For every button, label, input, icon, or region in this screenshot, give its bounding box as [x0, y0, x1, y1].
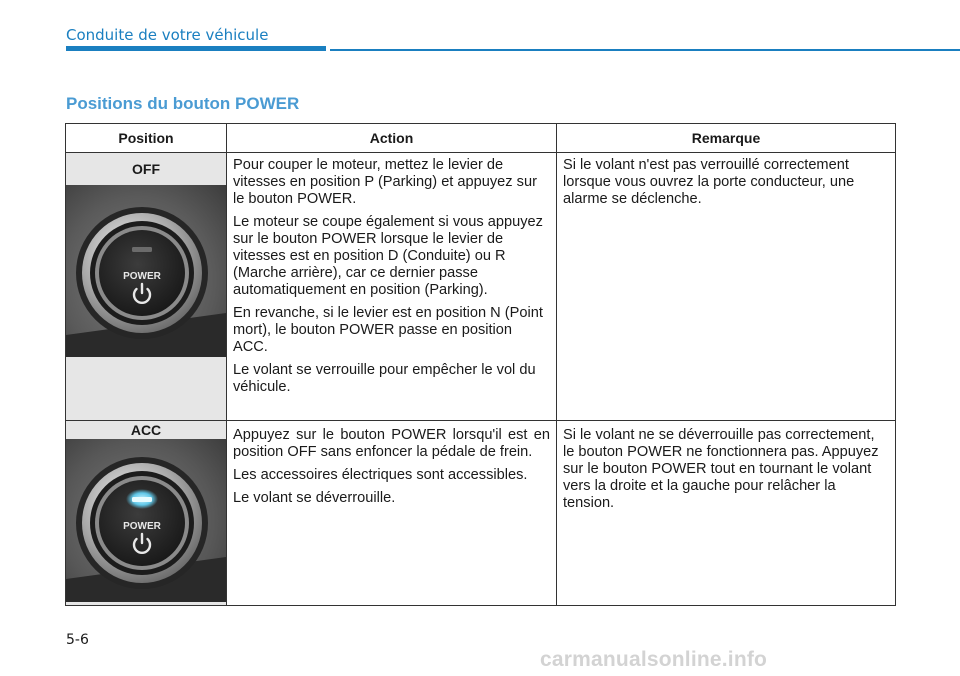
column-header-position: Position: [66, 124, 227, 153]
power-label-acc: POWER: [123, 521, 161, 532]
action-text: Le volant se déverrouille.: [233, 490, 396, 506]
table-header-row: [66, 124, 896, 153]
page-number: 5-6: [66, 632, 89, 648]
remark-cell-acc: [557, 421, 896, 606]
action-text: Pour couper le moteur, mettez le levier de vitesses en position P (Parking) et appuyez sur le bouton POWER.: [233, 157, 537, 207]
action-text: Les accessoires électriques sont accessibles.: [233, 467, 528, 483]
remark-cell-off: [557, 153, 896, 421]
remark-text: Si le volant ne se déverrouille pas correctement, le bouton POWER ne fonctionnera pas. Appuyez sur le bouton POWER tout en tournant le volant vers la droite et la gauche pour relâcher la tension.: [563, 427, 879, 511]
position-label-off: OFF: [66, 153, 226, 185]
action-text: Appuyez sur le bouton POWER lorsqu'il est en position OFF sans enfoncer la pédale de frein.: [233, 427, 550, 460]
column-header-action: Action: [227, 124, 557, 153]
header-rule-thick: [66, 46, 326, 51]
action-text: En revanche, si le levier est en position N (Point mort), le bouton POWER passe en position ACC.: [233, 305, 543, 355]
remark-text: Si le volant n'est pas verrouillé correctement lorsque vous ouvrez la porte conducteur, une alarme se déclenche.: [563, 157, 855, 207]
power-button-acc-icon: [66, 439, 226, 602]
position-cell-acc: [66, 421, 227, 606]
column-header-remark: Remarque: [557, 124, 896, 153]
action-text: Le moteur se coupe également si vous appuyez sur le bouton POWER lorsque le levier de vitesses est en position D (Conduite) ou R (Marche arrière), car ce dernier passe automatiquement en position (Parking).: [233, 214, 543, 298]
watermark: carmanualsonline.info: [540, 648, 768, 671]
power-label-off: POWER: [123, 271, 161, 282]
position-cell-off: [66, 153, 227, 421]
action-cell-acc: [227, 421, 557, 606]
section-title: Positions du bouton POWER: [66, 94, 300, 113]
power-positions-table: [65, 123, 896, 606]
position-label-acc: ACC: [66, 421, 226, 439]
chapter-header: Conduite de votre véhicule: [66, 26, 269, 44]
power-button-off-icon: [66, 185, 226, 357]
header-rule-thin: [330, 49, 960, 51]
table-row-acc: [66, 421, 896, 606]
action-cell-off: [227, 153, 557, 421]
action-text: Le volant se verrouille pour empêcher le vol du véhicule.: [233, 362, 536, 395]
table-row-off: [66, 153, 896, 421]
